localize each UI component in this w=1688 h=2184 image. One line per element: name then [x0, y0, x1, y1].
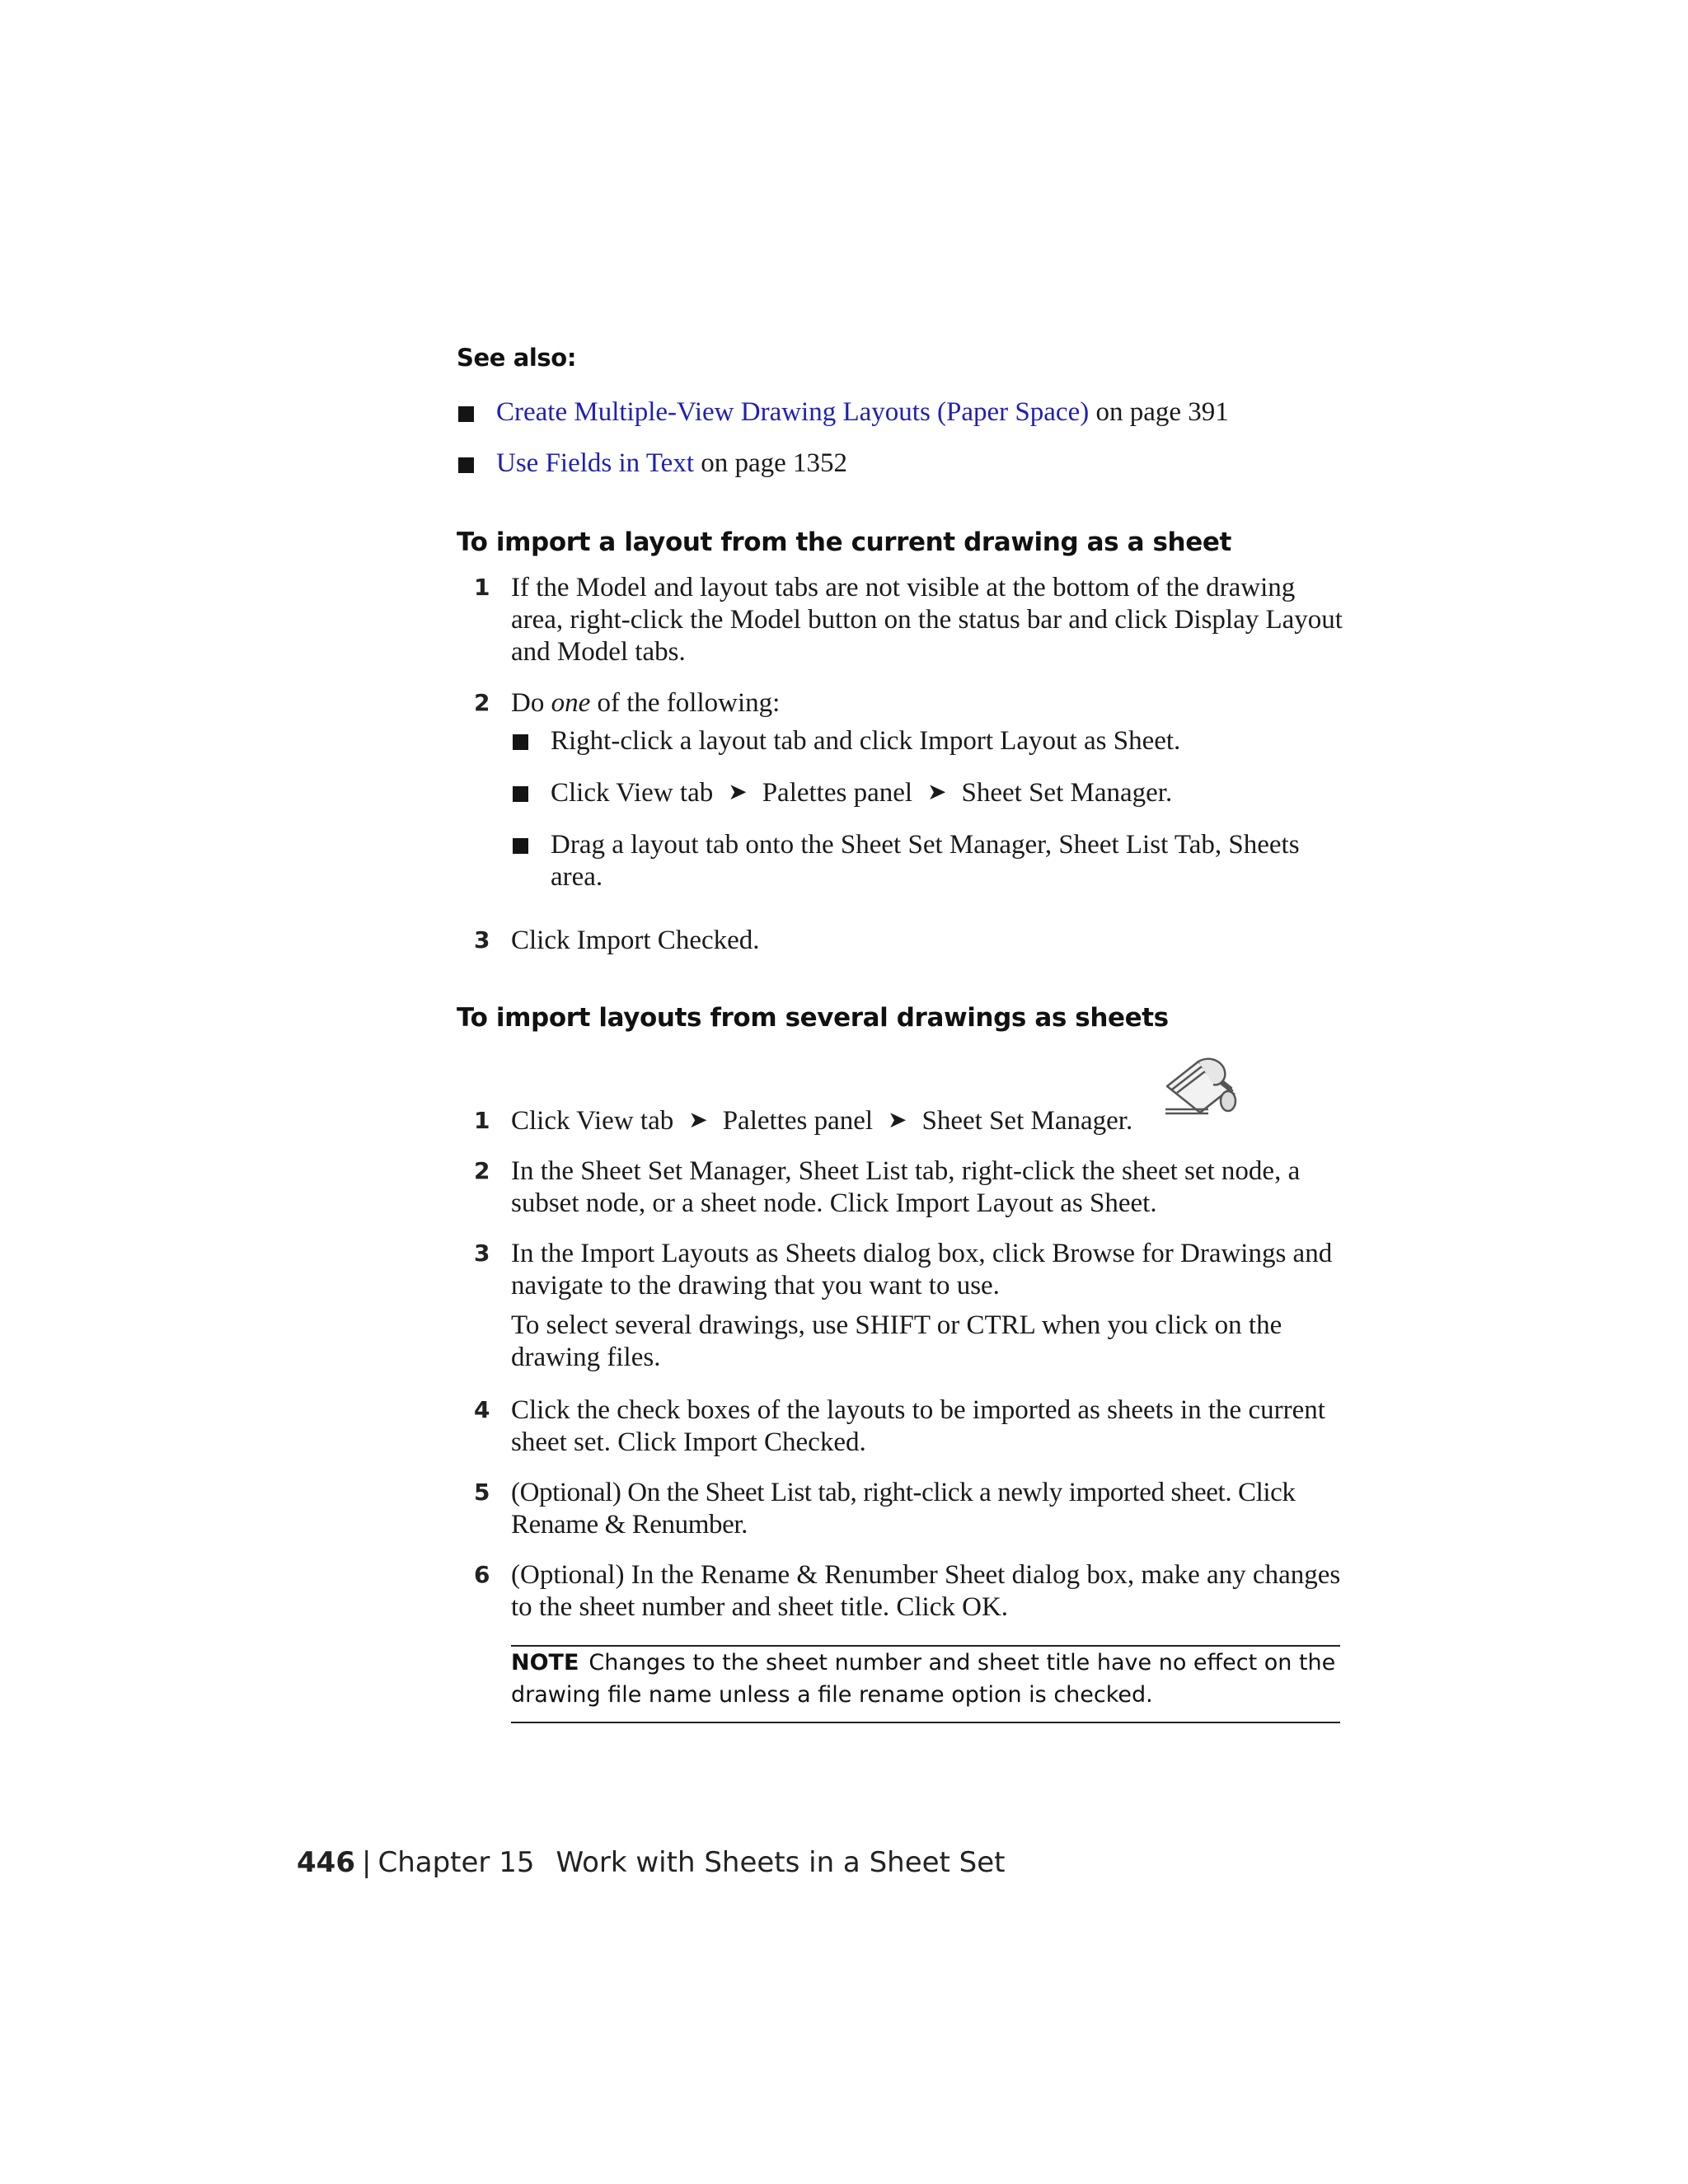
section2-step3-extra: To select several drawings, use SHIFT or CTRL when you click on the drawing files.	[511, 1310, 1282, 1372]
step-number: 1	[474, 574, 490, 601]
section1-step1-text: If the Model and layout tabs are not visible at the bottom of the drawing area, right-click the Model button on the status bar and click Display Layout and Model tabs.	[511, 573, 1343, 667]
step-number: 4	[474, 1396, 490, 1423]
section1-bullet-3: Drag a layout tab onto the Sheet Set Manager, Sheet List Tab, Sheets area.	[551, 830, 1300, 892]
section2-step1-text	[511, 1105, 1132, 1138]
step2-post: of the following:	[590, 688, 781, 718]
see-also-item-2-suffix: on page 1352	[694, 448, 848, 478]
footer-separator: |	[361, 1846, 372, 1879]
section2-step4-text: Click the check boxes of the layouts to be imported as sheets in the current sheet set. Click Import Checked.	[511, 1395, 1325, 1457]
step-number: 3	[474, 926, 490, 954]
step-number: 2	[474, 1157, 490, 1184]
step-number: 6	[474, 1561, 490, 1588]
section2-step6-text: (Optional) In the Rename & Renumber Sheet dialog box, make any changes to the sheet number and sheet title. Click OK.	[511, 1560, 1341, 1622]
footer-chapter: Chapter 15	[377, 1846, 535, 1879]
section1-bullet-2	[551, 777, 1172, 810]
footer-chapter-title: Work with Sheets in a Sheet Set	[556, 1846, 1006, 1879]
bullet-icon	[513, 838, 528, 854]
see-also-item-2	[496, 448, 847, 480]
step2-emphasis: one	[551, 688, 591, 718]
arrow-right-icon: ➤	[927, 780, 947, 805]
path-view-tab: Click View tab	[511, 1106, 674, 1136]
page-footer	[297, 1846, 1006, 1879]
path-palettes-panel: Palettes panel	[722, 1106, 874, 1136]
see-also-item-1-suffix: on page 391	[1089, 397, 1229, 427]
note-box	[511, 1647, 1340, 1711]
path-sheet-set-manager: Sheet Set Manager.	[921, 1106, 1133, 1136]
bullet-icon	[458, 457, 474, 473]
section1-step3-text: Click Import Checked.	[511, 926, 760, 955]
section2-step5-text: (Optional) On the Sheet List tab, right-click a newly imported sheet. Click Rename & Renumber.	[511, 1478, 1296, 1540]
note-label: NOTE	[511, 1650, 579, 1675]
step-number: 1	[474, 1107, 490, 1134]
step-number: 2	[474, 689, 490, 716]
arrow-right-icon: ➤	[888, 1108, 907, 1133]
see-also-item-1	[496, 396, 1229, 429]
bullet-icon	[513, 786, 528, 802]
step-number: 5	[474, 1479, 490, 1506]
section2-heading: To import layouts from several drawings as sheets	[457, 1003, 1169, 1033]
step2-pre: Do	[511, 688, 551, 718]
link-create-multiple-view-layouts[interactable]: Create Multiple-View Drawing Layouts (Paper Space)	[496, 397, 1090, 427]
see-also-label: See also:	[457, 344, 577, 372]
section1-step2-text	[511, 687, 780, 719]
bullet-icon	[513, 734, 528, 750]
path-sheet-set-manager: Sheet Set Manager.	[961, 778, 1173, 808]
section1-heading: To import a layout from the current drawing as a sheet	[457, 527, 1231, 557]
path-palettes-panel: Palettes panel	[762, 778, 913, 808]
bullet-icon	[458, 406, 474, 422]
sheet-set-manager-icon	[1162, 1055, 1238, 1118]
link-use-fields-in-text[interactable]: Use Fields in Text	[496, 448, 694, 478]
arrow-right-icon: ➤	[728, 780, 748, 805]
note-text: Changes to the sheet number and sheet title have no effect on the drawing file name unless a file rename option is checked.	[511, 1650, 1336, 1708]
note-bottom-rule	[511, 1722, 1340, 1723]
page-number: 446	[297, 1846, 355, 1879]
section2-step2-text: In the Sheet Set Manager, Sheet List tab, right-click the sheet set node, a subset node, or a sheet node. Click Import Layout as Sheet.	[511, 1156, 1301, 1218]
section1-bullet-1: Right-click a layout tab and click Import Layout as Sheet.	[551, 726, 1181, 756]
path-view-tab: Click View tab	[551, 778, 714, 808]
section2-step3-text: In the Import Layouts as Sheets dialog box, click Browse for Drawings and navigate to the drawing that you want to use.	[511, 1239, 1333, 1301]
arrow-right-icon: ➤	[688, 1108, 708, 1133]
step-number: 3	[474, 1240, 490, 1267]
